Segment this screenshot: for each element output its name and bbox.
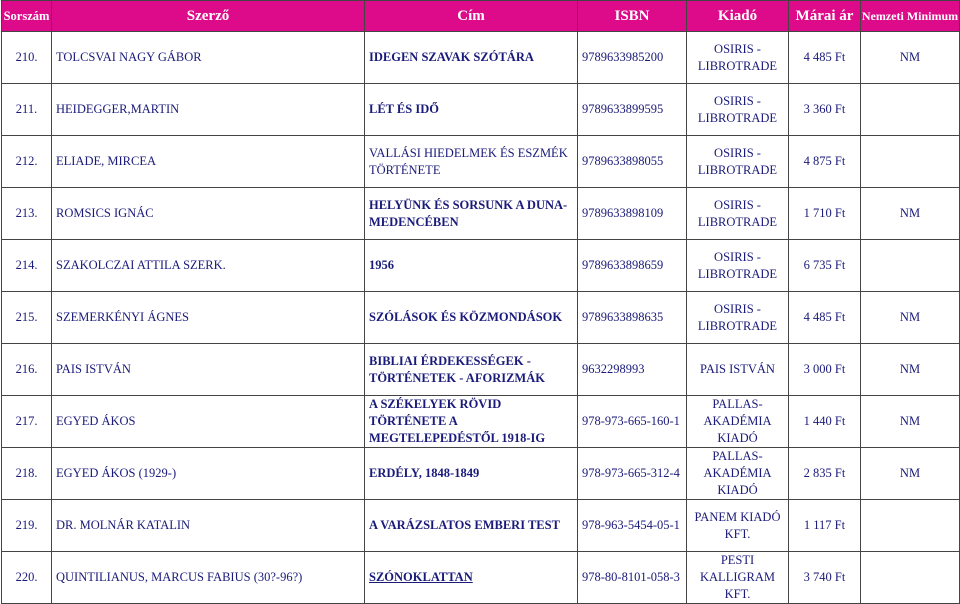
row-price: 6 735 Ft — [789, 240, 861, 292]
row-isbn: 978-963-5454-05-1 — [578, 500, 687, 552]
header-sorszam: Sorszám — [2, 1, 52, 32]
table-row — [2, 448, 960, 500]
row-number: 213. — [2, 188, 52, 240]
row-author: ROMSICS IGNÁC — [52, 188, 365, 240]
row-title-text: 1956 — [369, 258, 394, 272]
row-title-text: A SZÉKELYEK RÖVID TÖRTÉNETE A MEGTELEPEDÉSTŐL 1918-IG — [369, 397, 546, 445]
row-publisher: OSIRIS - LIBROTRADE — [687, 292, 789, 344]
row-publisher: PALLAS-AKADÉMIA KIADÓ — [687, 448, 789, 500]
table-row — [2, 188, 960, 240]
row-title-text: SZÓNOKLATTAN — [369, 570, 473, 584]
row-isbn: 978-80-8101-058-3 — [578, 552, 687, 604]
row-title — [365, 240, 578, 292]
row-nm — [861, 552, 960, 604]
row-number: 210. — [2, 32, 52, 84]
row-author: ELIADE, MIRCEA — [52, 136, 365, 188]
header-kiado: Kiadó — [687, 1, 789, 32]
row-number: 214. — [2, 240, 52, 292]
row-publisher: PANEM KIADÓ KFT. — [687, 500, 789, 552]
row-title — [365, 448, 578, 500]
book-price-table — [1, 0, 960, 604]
row-isbn: 978-973-665-160-1 — [578, 396, 687, 448]
row-title-text: BIBLIAI ÉRDEKESSÉGEK - TÖRTÉNETEK - AFORIZMÁK — [369, 353, 545, 385]
row-nm — [861, 84, 960, 136]
row-price: 3 740 Ft — [789, 552, 861, 604]
row-isbn: 9789633898635 — [578, 292, 687, 344]
row-publisher: PAIS ISTVÁN — [687, 344, 789, 396]
row-publisher: PESTI KALLIGRAM KFT. — [687, 552, 789, 604]
row-publisher: PALLAS-AKADÉMIA KIADÓ — [687, 396, 789, 448]
row-nm — [861, 240, 960, 292]
row-title-text: HELYÜNK ÉS SORSUNK A DUNA-MEDENCÉBEN — [369, 197, 568, 229]
row-author: SZEMERKÉNYI ÁGNES — [52, 292, 365, 344]
row-publisher: OSIRIS - LIBROTRADE — [687, 188, 789, 240]
row-price: 3 000 Ft — [789, 344, 861, 396]
row-title-text: SZÓLÁSOK ÉS KÖZMONDÁSOK — [369, 310, 563, 324]
row-author: QUINTILIANUS, MARCUS FABIUS (30?-96?) — [52, 552, 365, 604]
row-nm — [861, 136, 960, 188]
row-price: 1 117 Ft — [789, 500, 861, 552]
row-title — [365, 344, 578, 396]
row-isbn: 9789633898659 — [578, 240, 687, 292]
row-number: 220. — [2, 552, 52, 604]
header-cim: Cím — [365, 1, 578, 32]
row-author: SZAKOLCZAI ATTILA SZERK. — [52, 240, 365, 292]
header-marai-ar: Márai ár — [789, 1, 861, 32]
row-price: 4 485 Ft — [789, 32, 861, 84]
header-szerzo: Szerző — [52, 1, 365, 32]
table-row — [2, 292, 960, 344]
row-isbn: 9789633898055 — [578, 136, 687, 188]
row-author: DR. MOLNÁR KATALIN — [52, 500, 365, 552]
row-number: 217. — [2, 396, 52, 448]
row-nm: NM — [861, 32, 960, 84]
table-row — [2, 136, 960, 188]
row-title — [365, 396, 578, 448]
row-author: HEIDEGGER,MARTIN — [52, 84, 365, 136]
row-nm: NM — [861, 188, 960, 240]
row-author: PAIS ISTVÁN — [52, 344, 365, 396]
row-price: 3 360 Ft — [789, 84, 861, 136]
row-title — [365, 552, 578, 604]
row-isbn: 9789633985200 — [578, 32, 687, 84]
row-publisher: OSIRIS - LIBROTRADE — [687, 240, 789, 292]
row-title-text: A VARÁZSLATOS EMBERI TEST — [369, 518, 560, 532]
table-row — [2, 344, 960, 396]
row-publisher: OSIRIS - LIBROTRADE — [687, 136, 789, 188]
row-nm: NM — [861, 448, 960, 500]
row-number: 215. — [2, 292, 52, 344]
table-row — [2, 500, 960, 552]
header-row — [2, 1, 960, 32]
table-row — [2, 552, 960, 604]
row-number: 216. — [2, 344, 52, 396]
row-title — [365, 84, 578, 136]
row-number: 219. — [2, 500, 52, 552]
row-number: 212. — [2, 136, 52, 188]
row-price: 2 835 Ft — [789, 448, 861, 500]
row-author: TOLCSVAI NAGY GÁBOR — [52, 32, 365, 84]
row-price: 1 440 Ft — [789, 396, 861, 448]
header-nemzeti-minimum: Nemzeti Minimum — [861, 1, 960, 32]
row-nm: NM — [861, 396, 960, 448]
row-isbn: 9789633899595 — [578, 84, 687, 136]
row-publisher: OSIRIS - LIBROTRADE — [687, 32, 789, 84]
row-title — [365, 188, 578, 240]
row-title-text: VALLÁSI HIEDELMEK ÉS ESZMÉK TÖRTÉNETE — [369, 145, 568, 177]
row-author: EGYED ÁKOS — [52, 396, 365, 448]
table-row — [2, 240, 960, 292]
row-title — [365, 500, 578, 552]
row-price: 1 710 Ft — [789, 188, 861, 240]
table-row — [2, 396, 960, 448]
row-title-text: IDEGEN SZAVAK SZÓTÁRA — [369, 50, 534, 64]
row-nm: NM — [861, 344, 960, 396]
row-title — [365, 32, 578, 84]
row-nm: NM — [861, 292, 960, 344]
row-price: 4 875 Ft — [789, 136, 861, 188]
row-price: 4 485 Ft — [789, 292, 861, 344]
row-isbn: 978-973-665-312-4 — [578, 448, 687, 500]
row-publisher: OSIRIS - LIBROTRADE — [687, 84, 789, 136]
row-title — [365, 292, 578, 344]
row-isbn: 9789633898109 — [578, 188, 687, 240]
row-number: 211. — [2, 84, 52, 136]
row-number: 218. — [2, 448, 52, 500]
table-row — [2, 84, 960, 136]
row-title-text: ERDÉLY, 1848-1849 — [369, 466, 480, 480]
header-isbn: ISBN — [578, 1, 687, 32]
row-author: EGYED ÁKOS (1929-) — [52, 448, 365, 500]
row-nm — [861, 500, 960, 552]
table-row — [2, 32, 960, 84]
row-title — [365, 136, 578, 188]
row-title-text: LÉT ÉS IDŐ — [369, 102, 439, 116]
row-isbn: 9632298993 — [578, 344, 687, 396]
